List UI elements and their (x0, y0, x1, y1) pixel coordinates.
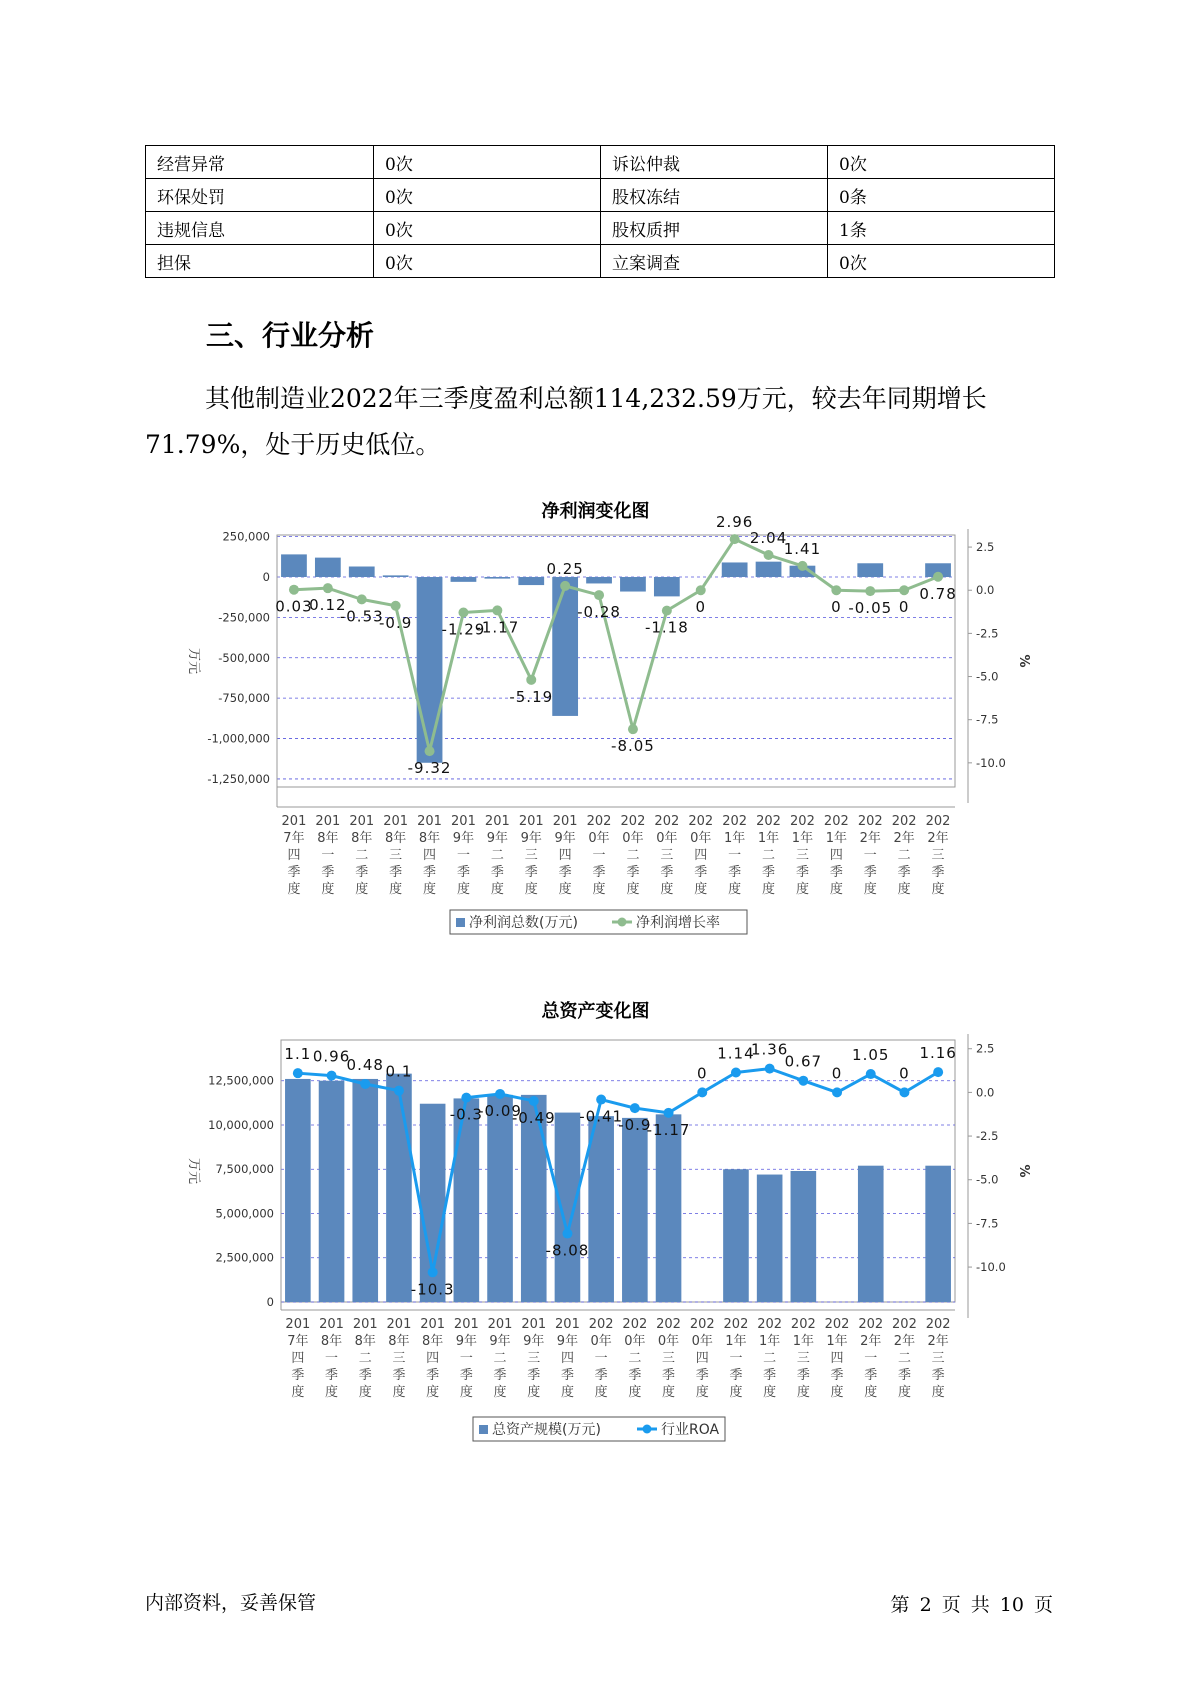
line-point (562, 1229, 572, 1239)
legend-swatch-point (618, 918, 627, 927)
x-tick-label: 201 9年一季度 (453, 1317, 479, 1400)
line-point (798, 1076, 808, 1086)
risk-item-label: 环保处罚 (146, 179, 374, 212)
line-point (697, 1087, 707, 1097)
data-label: 0 (898, 598, 910, 617)
line-point (458, 607, 468, 617)
data-label: -8.08 (545, 1241, 590, 1260)
y-tick-label: -750,000 (218, 691, 270, 706)
line-point (391, 601, 401, 611)
x-tick-label: 202 2年二季度 (891, 814, 917, 897)
legend-label: 总资产规模(万元) (492, 1422, 601, 1438)
x-tick-label: 202 1年三季度 (790, 814, 815, 897)
risk-item-label: 诉讼仲裁 (601, 146, 828, 179)
line-point (461, 1093, 471, 1103)
y-tick-label: 7,500,000 (215, 1162, 274, 1177)
line-point (492, 605, 502, 615)
x-tick-label: 201 9年三季度 (518, 814, 544, 897)
legend-swatch-point (643, 1425, 652, 1434)
x-tick-label: 202 1年一季度 (722, 814, 748, 897)
data-label: 1.36 (750, 1040, 789, 1059)
data-label: 0.48 (346, 1056, 384, 1075)
data-label: -5.19 (509, 687, 554, 706)
table-row (146, 212, 1055, 245)
risk-item-value: 0次 (374, 245, 601, 278)
y2-tick-label: -7.5 (976, 712, 999, 727)
line-point (495, 1089, 505, 1099)
data-label: 0 (696, 1064, 708, 1083)
data-label: -0.28 (577, 603, 621, 622)
y2-tick-label: -10.0 (976, 1260, 1006, 1275)
legend (450, 910, 747, 934)
x-tick-label: 201 9年四季度 (552, 814, 578, 897)
line-point (731, 1067, 741, 1077)
x-tick-label: 202 1年二季度 (757, 1317, 783, 1400)
bar (791, 1171, 817, 1302)
bar (315, 558, 341, 577)
x-tick-label: 202 2年一季度 (857, 814, 883, 897)
risk-item-label: 立案调查 (601, 245, 828, 278)
y-tick-label: 2,500,000 (215, 1250, 274, 1265)
line-point (933, 1067, 943, 1077)
table-row (146, 179, 1055, 212)
data-label: -1.17 (475, 618, 520, 637)
x-tick-label: 201 9年三季度 (521, 1317, 547, 1400)
bar (654, 577, 680, 596)
x-tick-label: 201 8年三季度 (383, 814, 409, 897)
line-point (662, 606, 672, 616)
legend-label: 净利润总数(万元) (469, 915, 578, 931)
x-tick-label: 202 2年三季度 (925, 814, 951, 897)
x-tick-label: 201 8年一季度 (319, 1317, 344, 1400)
line-point (425, 746, 435, 756)
y2-tick-label: 2.5 (976, 540, 995, 555)
data-label: -0.9 (379, 613, 413, 632)
bar (757, 1175, 783, 1302)
y2-tick-label: -2.5 (976, 626, 999, 641)
y2-tick-label: -2.5 (976, 1129, 999, 1144)
data-label: 0.1 (385, 1062, 413, 1081)
x-tick-label: 201 7年四季度 (285, 1317, 311, 1400)
data-label: -0.05 (848, 599, 893, 618)
x-tick-label: 202 0年三季度 (656, 1317, 681, 1400)
y-axis-title: 万元 (186, 647, 201, 675)
data-label: 0.12 (309, 596, 347, 615)
y2-tick-label: 2.5 (976, 1041, 995, 1056)
bar (383, 575, 409, 577)
line-point (529, 1096, 539, 1106)
data-label: -0.49 (511, 1108, 556, 1127)
risk-item-label: 违规信息 (146, 212, 374, 245)
total-assets-chart (0, 995, 1191, 1445)
bar (352, 1079, 378, 1302)
footer-page-number: 第 2 页 共 10 页 (890, 1594, 1053, 1616)
line-point (764, 550, 774, 560)
bar (451, 577, 477, 582)
data-label: 2.04 (749, 529, 788, 548)
data-label: -1.29 (441, 620, 486, 639)
line-point (630, 1103, 640, 1113)
risk-item-label: 担保 (146, 245, 374, 278)
x-tick-label: 202 0年三季度 (654, 814, 680, 897)
bar (858, 1166, 884, 1302)
x-tick-label: 201 8年四季度 (420, 1317, 446, 1400)
bar (285, 1079, 311, 1302)
line-point (596, 1095, 606, 1105)
y-tick-label: -500,000 (218, 650, 270, 665)
line-point (360, 1079, 370, 1089)
data-label: -10.3 (410, 1280, 455, 1299)
line-point (832, 1087, 842, 1097)
bar (552, 577, 578, 716)
data-label: 0 (831, 598, 842, 617)
x-tick-label: 202 2年二季度 (892, 1317, 917, 1400)
data-label: -1.18 (644, 618, 689, 637)
line-point (293, 1068, 303, 1078)
data-label: 0 (831, 1064, 843, 1083)
y2-axis-title: % (1016, 654, 1031, 668)
x-tick-label: 202 0年二季度 (622, 1317, 648, 1400)
y2-tick-label: -5.0 (976, 669, 999, 684)
y2-tick-label: -10.0 (976, 755, 1006, 770)
y2-tick-label: 0.0 (976, 583, 995, 598)
y-tick-label: -1,250,000 (207, 771, 270, 786)
data-label: 1.14 (717, 1044, 755, 1063)
footer-confidential: 内部资料，妥善保管 (145, 1592, 317, 1614)
risk-item-label: 股权质押 (601, 212, 828, 245)
bar (555, 1113, 581, 1302)
line-point (594, 590, 604, 600)
plot-area (281, 1040, 955, 1302)
y-tick-label: 12,500,000 (208, 1073, 274, 1088)
line-point (865, 586, 875, 596)
bar (722, 562, 748, 577)
bar (586, 577, 612, 583)
line-point (628, 724, 638, 734)
x-tick-label: 201 9年一季度 (451, 814, 476, 897)
x-tick-label: 202 0年二季度 (620, 814, 646, 897)
chart-title: 总资产变化图 (541, 1001, 650, 1022)
x-tick-label: 201 7年四季度 (281, 814, 307, 897)
line-point (664, 1108, 674, 1118)
line-point (327, 1071, 337, 1081)
x-tick-label: 201 8年三季度 (386, 1317, 412, 1400)
line-point (526, 675, 536, 685)
data-label: 0.03 (275, 597, 313, 616)
bar (620, 577, 646, 592)
bar (386, 1074, 412, 1302)
line-point (899, 585, 909, 595)
bar (925, 1166, 951, 1302)
data-label: -0.53 (339, 607, 384, 626)
bar (319, 1081, 345, 1302)
net-profit-chart (0, 495, 1191, 945)
x-tick-label: 202 0年一季度 (586, 814, 612, 897)
line-point (357, 594, 367, 604)
line-point (730, 534, 740, 544)
line-point (289, 585, 299, 595)
y2-axis-title: % (1016, 1164, 1031, 1178)
bar (656, 1114, 682, 1302)
risk-item-label: 股权冻结 (601, 179, 828, 212)
risk-item-value: 0条 (828, 179, 1055, 212)
x-tick-label: 202 1年四季度 (823, 814, 849, 897)
line-point (831, 585, 841, 595)
data-label: 0.25 (546, 559, 584, 578)
risk-item-label: 经营异常 (146, 146, 374, 179)
data-label: -0.41 (579, 1107, 624, 1126)
data-label: 0.96 (312, 1047, 351, 1066)
bar (518, 577, 544, 585)
bar (349, 567, 375, 578)
x-tick-label: 202 1年一季度 (723, 1317, 749, 1400)
data-label: 1.41 (783, 539, 822, 558)
risk-item-value: 1条 (828, 212, 1055, 245)
bar (484, 577, 510, 579)
line-point (696, 585, 706, 595)
y-tick-label: -1,000,000 (207, 731, 270, 746)
y2-tick-label: 0.0 (976, 1085, 995, 1100)
x-tick-label: 201 8年二季度 (349, 814, 375, 897)
line-point (428, 1267, 438, 1277)
bar (857, 563, 883, 577)
x-tick-label: 202 0年四季度 (689, 1317, 715, 1400)
line-point (394, 1086, 404, 1096)
data-label: -0.3 (449, 1105, 483, 1124)
legend-swatch-bar (479, 1425, 488, 1434)
net-profit-chart-svg (0, 495, 1191, 945)
legend-label: 净利润增长率 (636, 915, 720, 931)
x-tick-label: 201 9年二季度 (484, 814, 510, 897)
data-label: -8.05 (611, 737, 655, 756)
bar (588, 1116, 614, 1302)
risk-item-value: 0次 (374, 146, 601, 179)
x-tick-label: 202 0年一季度 (588, 1317, 614, 1400)
risk-item-value: 0次 (828, 146, 1055, 179)
table-row (146, 245, 1055, 278)
x-tick-label: 202 1年二季度 (756, 814, 781, 897)
data-label: 1.16 (919, 1044, 957, 1063)
data-label: -0.09 (478, 1101, 522, 1120)
legend (473, 1417, 725, 1441)
bar (756, 562, 782, 577)
line-point (899, 1087, 909, 1097)
risk-item-value: 0次 (828, 245, 1055, 278)
data-label: 1.05 (852, 1046, 890, 1065)
bar (723, 1169, 749, 1302)
bar (622, 1118, 648, 1302)
risk-item-value: 0次 (374, 179, 601, 212)
legend-label: 行业ROA (661, 1422, 720, 1438)
x-tick-label: 202 1年三季度 (790, 1317, 816, 1400)
risk-item-value: 0次 (374, 212, 601, 245)
y-tick-label: 0 (262, 570, 270, 584)
y-tick-label: 0 (266, 1295, 274, 1309)
y-tick-label: -250,000 (218, 610, 270, 625)
x-tick-label: 201 8年一季度 (315, 814, 341, 897)
x-tick-label: 202 0年四季度 (688, 814, 714, 897)
chart-title: 净利润变化图 (541, 501, 650, 522)
y-tick-label: 250,000 (222, 529, 270, 544)
bar (281, 554, 307, 577)
y2-tick-label: -5.0 (976, 1172, 999, 1187)
y2-tick-label: -7.5 (976, 1216, 999, 1231)
x-tick-label: 202 2年一季度 (858, 1317, 884, 1400)
x-tick-label: 201 9年四季度 (555, 1317, 580, 1400)
legend-swatch-bar (456, 918, 465, 927)
industry-analysis-paragraph: 其他制造业2022年三季度盈利总额114,232.59万元，较去年同期增长71.79%，处于历史低位。 (145, 384, 987, 459)
line-point (933, 572, 943, 582)
bar (487, 1095, 513, 1302)
y-tick-label: 10,000,000 (208, 1117, 274, 1132)
line-point (866, 1069, 876, 1079)
y-tick-label: 5,000,000 (215, 1206, 274, 1221)
line-point (560, 581, 570, 591)
y-axis-title: 万元 (186, 1157, 201, 1185)
data-label: 0.78 (919, 584, 957, 603)
line-point (323, 583, 333, 593)
x-tick-label: 201 9年二季度 (487, 1317, 513, 1400)
data-label: 0 (695, 598, 707, 617)
x-tick-label: 202 1年四季度 (824, 1317, 850, 1400)
bar (454, 1098, 480, 1302)
section-heading: 三、行业分析 (206, 319, 375, 352)
data-label: -1.17 (646, 1120, 691, 1139)
data-label: -0.9 (618, 1116, 652, 1135)
line-point (797, 561, 807, 571)
x-tick-label: 202 2年三季度 (925, 1317, 951, 1400)
bar (417, 577, 443, 763)
total-assets-chart-svg (0, 995, 1191, 1445)
risk-info-table (145, 145, 1055, 278)
x-tick-label: 201 8年四季度 (417, 814, 442, 897)
data-label: 0 (899, 1064, 910, 1083)
line-point (765, 1064, 775, 1074)
data-label: 0.67 (784, 1052, 823, 1071)
data-label: 1.1 (284, 1045, 312, 1064)
table-row (146, 146, 1055, 179)
x-tick-label: 201 8年二季度 (352, 1317, 378, 1400)
data-label: 2.96 (715, 513, 754, 532)
data-label: -9.32 (407, 759, 452, 778)
